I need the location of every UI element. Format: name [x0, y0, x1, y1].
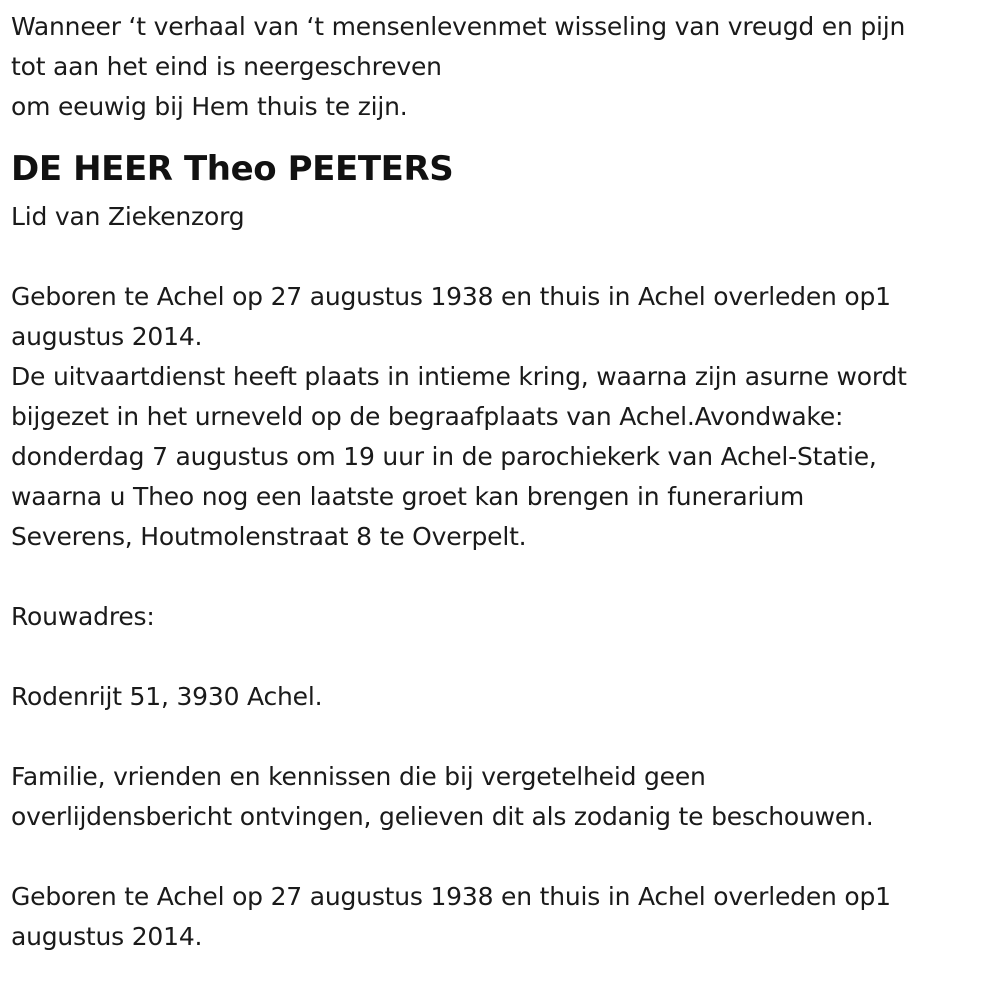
poem-line-3: om eeuwig bij Hem thuis te zijn. [11, 92, 408, 121]
membership-text: Lid van Ziekenzorg [11, 202, 245, 231]
spacer [11, 837, 1000, 877]
spacer [11, 237, 1000, 277]
spacer [11, 717, 1000, 757]
service-line-4: waarna u Theo nog een laatste groet kan brengen in funerarium [11, 482, 805, 511]
poem-line-1: Wanneer ‘t verhaal van ‘t mensenlevenmet wisseling van vreugd en pijn [11, 12, 906, 41]
repeat-birth-death-line-1: Geboren te Achel op 27 augustus 1938 en thuis in Achel overleden op1 [11, 882, 891, 911]
service-line-5: Severens, Houtmolenstraat 8 te Overpelt. [11, 522, 527, 551]
address-value: Rodenrijt 51, 3930 Achel. [11, 682, 323, 711]
notice-line-2: overlijdensbericht ontvingen, gelieven dit als zodanig te beschouwen. [11, 802, 874, 831]
service-line-2: bijgezet in het urneveld op de begraafplaats van Achel.Avondwake: [11, 402, 844, 431]
deceased-name: DE HEER Theo PEETERS [11, 149, 454, 189]
birth-death-line-2: augustus 2014. [11, 322, 203, 351]
spacer [11, 557, 1000, 597]
service-line-3: donderdag 7 augustus om 19 uur in de parochiekerk van Achel-Statie, [11, 442, 877, 471]
poem-line-2: tot aan het eind is neergeschreven [11, 52, 442, 81]
service-line-1: De uitvaartdienst heeft plaats in intieme kring, waarna zijn asurne wordt [11, 362, 907, 391]
address-label: Rouwadres: [11, 602, 155, 631]
repeat-birth-death-line-2: augustus 2014. [11, 922, 203, 951]
notice-line-1: Familie, vrienden en kennissen die bij vergetelheid geen [11, 762, 706, 791]
birth-death-line-1: Geboren te Achel op 27 augustus 1938 en thuis in Achel overleden op1 [11, 282, 891, 311]
spacer [11, 637, 1000, 677]
